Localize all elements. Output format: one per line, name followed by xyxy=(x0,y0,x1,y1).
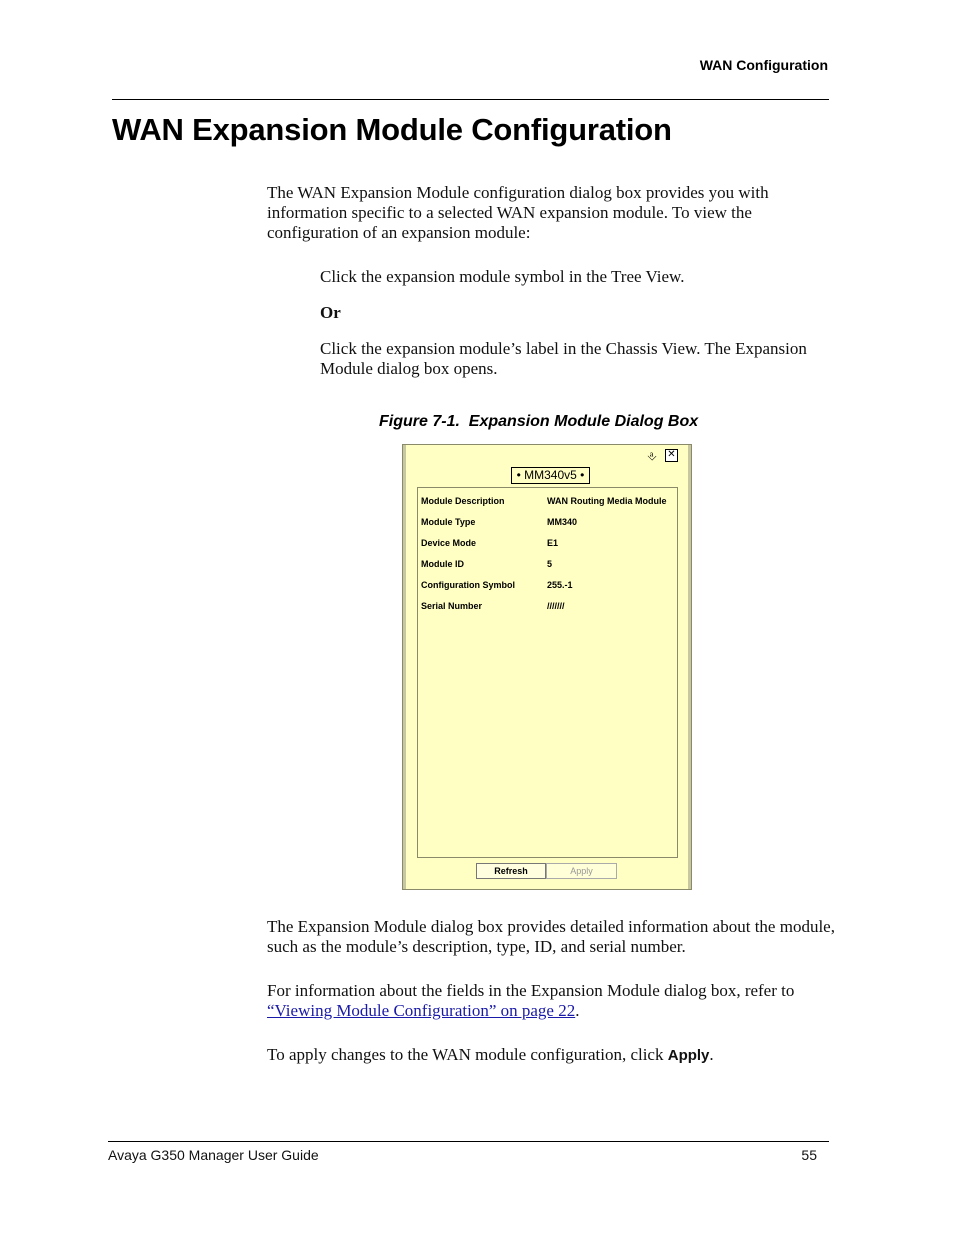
close-icon[interactable]: ✕ xyxy=(665,449,678,462)
apply-keyword: Apply xyxy=(667,1047,710,1064)
step-or: Or xyxy=(320,303,341,322)
field-value: MM340 xyxy=(547,517,578,527)
field-label: Module ID xyxy=(421,559,464,569)
field-row xyxy=(421,580,676,594)
refresh-button[interactable]: Refresh xyxy=(476,863,546,879)
help-icon[interactable]: ⎀ xyxy=(647,449,657,463)
top-rule xyxy=(112,99,829,100)
bottom-rule xyxy=(108,1141,829,1142)
module-info-panel xyxy=(417,487,678,858)
field-row xyxy=(421,559,676,573)
viewing-module-configuration-link[interactable]: “Viewing Module Configuration” on page 22 xyxy=(267,1001,576,1020)
field-row xyxy=(421,538,676,552)
reference-text: For information about the fields in the Expansion Module dialog box, refer to xyxy=(267,981,795,1000)
field-value: E1 xyxy=(547,538,559,548)
field-label: Module Description xyxy=(421,496,505,506)
field-value: /////// xyxy=(547,601,565,611)
field-row xyxy=(421,496,676,510)
field-label: Module Type xyxy=(421,517,476,527)
reference-period: . xyxy=(575,1001,580,1020)
field-label: Serial Number xyxy=(421,601,483,611)
dialog-left-edge xyxy=(403,445,406,889)
step-2: Click the expansion module’s label in the Chassis View. The Expansion Module dialog box opens. xyxy=(320,339,807,378)
description-paragraph: The Expansion Module dialog box provides detailed information about the module, such as the module’s description, type, ID, and serial number. xyxy=(267,917,835,956)
step-1: Click the expansion module symbol in the Tree View. xyxy=(320,267,685,286)
page-title: WAN Expansion Module Configuration xyxy=(112,112,672,147)
figure-caption: Figure 7-1. Expansion Module Dialog Box xyxy=(379,413,699,430)
footer-book-title: Avaya G350 Manager User Guide xyxy=(108,1147,319,1163)
apply-instruction-text: To apply changes to the WAN module configuration, click xyxy=(267,1045,668,1064)
field-row xyxy=(421,517,676,531)
field-value: 255.-1 xyxy=(547,580,573,590)
field-row xyxy=(421,601,676,615)
dialog-right-edge xyxy=(688,445,691,889)
field-value: 5 xyxy=(547,559,553,569)
field-label: Device Mode xyxy=(421,538,477,548)
field-value: WAN Routing Media Module xyxy=(547,496,667,506)
apply-instruction-period: . xyxy=(709,1045,714,1064)
apply-button[interactable]: Apply xyxy=(546,863,617,879)
page-number: 55 xyxy=(801,1147,817,1163)
reference-paragraph xyxy=(267,981,847,1021)
intro-paragraph: The WAN Expansion Module configuration dialog box provides you with information specific to a selected WAN expansion module. To view the configuration of an expansion module: xyxy=(267,183,769,242)
field-label: Configuration Symbol xyxy=(421,580,515,590)
module-select[interactable]: • MM340v5 • xyxy=(511,467,590,484)
apply-instruction-paragraph xyxy=(267,1045,847,1066)
running-head: WAN Configuration xyxy=(699,57,828,73)
expansion-module-dialog xyxy=(402,444,692,890)
